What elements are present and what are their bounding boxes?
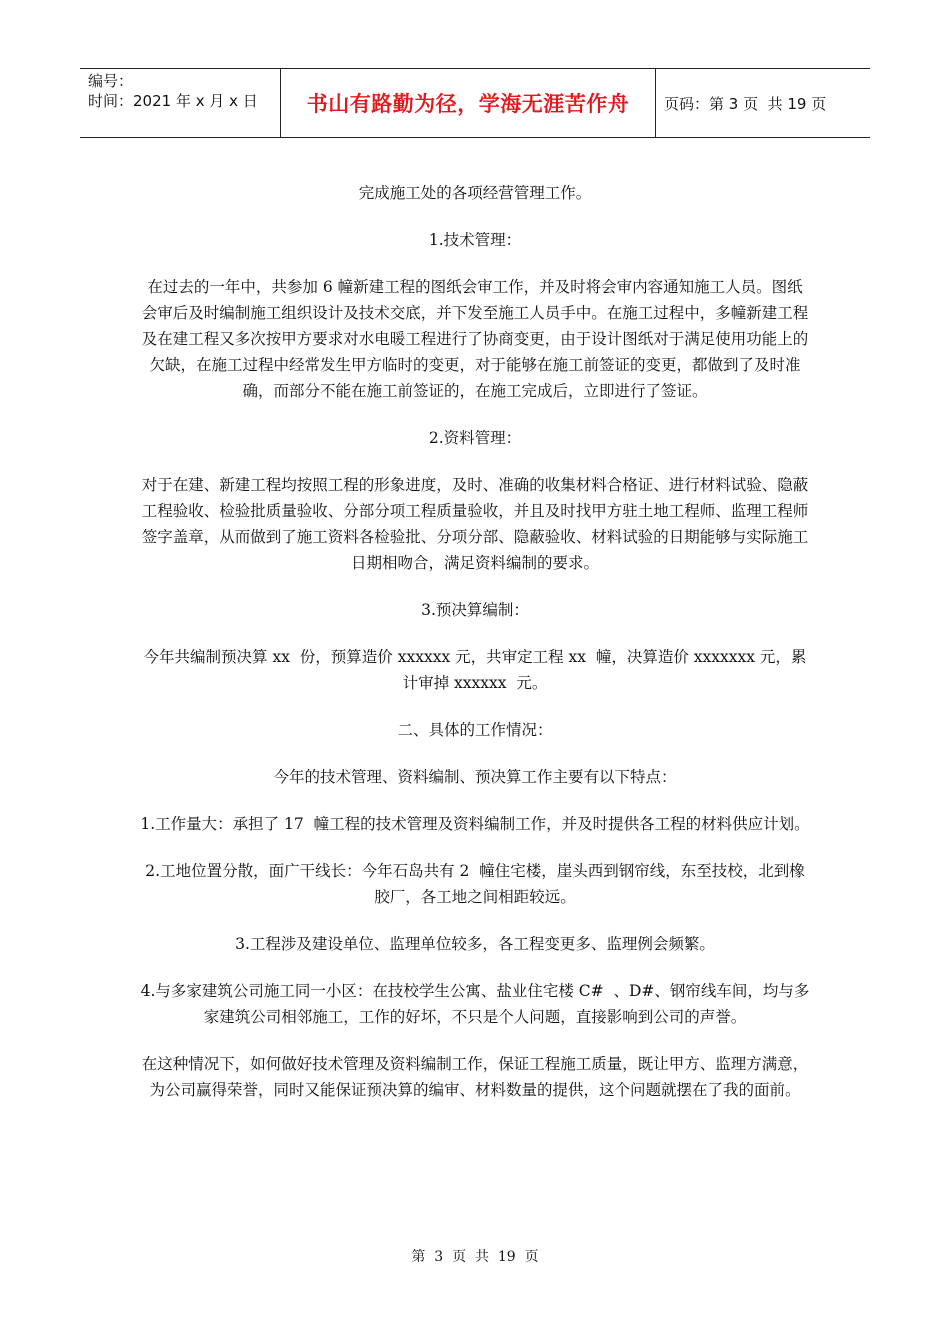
page-footer: 第 3 页 共 19 页 xyxy=(411,1249,539,1265)
section-heading: 二、具体的工作情况： xyxy=(397,721,553,739)
list-item: 2.工地位置分散，面广干线长：今年石岛共有 2 幢住宅楼，崖头西到钢帘线，东至技校，北到橡胶厂，各工地之间相距较远。 xyxy=(145,862,805,906)
list-item: 4.与多家建筑公司施工同一小区：在技校学生公寓、盐业住宅楼 C# 、D#、钢帘线车间，均与多家建筑公司相邻施工，工作的好坏，不只是个人问题，直接影响到公司的声誉。 xyxy=(140,982,810,1026)
section-heading: 3.预决算编制： xyxy=(421,601,529,619)
paragraph: 今年共编制预决算 xx 份，预算造价 xxxxxx 元，共审定工程 xx 幢，决算造价 xxxxxxx 元，累计审掉 xxxxxx 元。 xyxy=(143,648,807,692)
paragraph: 在过去的一年中，共参加 6 幢新建工程的图纸会审工作，并及时将会审内容通知施工人员。图纸会审后及时编制施工组织设计及技术交底，并下发至施工人员手中。在施工过程中，多幢新建工程及在建工程又多次按甲方要求对水电暖工程进行了协商变更，由于设计图纸对于满足使用功能上的欠缺，在施工过程中经常发生甲方临时的变更，对于能够在施工前签证的变更，都做到了及时准确，而部分不能在施工前签证的，在施工完成后，立即进行了签证。 xyxy=(141,278,809,400)
header-meta xyxy=(80,69,281,137)
paragraph: 在这种情况下，如何做好技术管理及资料编制工作，保证工程施工质量，既让甲方、监理方满意，为公司赢得荣誉，同时又能保证预决算的编审、材料数量的提供，这个问题就摆在了我的面前。 xyxy=(141,1055,809,1099)
paragraph: 对于在建、新建工程均按照工程的形象进度，及时、准确的收集材料合格证、进行材料试验、隐蔽工程验收、检验批质量验收、分部分项工程质量验收，并且及时找甲方驻土地工程师、监理工程师签字盖章，从而做到了施工资料各检验批、分项分部、隐蔽验收、材料试验的日期能够与实际施工日期相吻合，满足资料编制的要求。 xyxy=(141,476,809,572)
list-item: 3.工程涉及建设单位、监理单位较多，各工程变更多、监理例会频繁。 xyxy=(235,935,715,953)
section-heading: 2.资料管理： xyxy=(428,429,522,447)
page-header xyxy=(80,68,870,138)
paragraph: 今年的技术管理、资料编制、预决算工作主要有以下特点： xyxy=(273,768,677,786)
header-page-label: 页码：第 3 页 共 19 页 xyxy=(664,94,827,113)
document-date: 时间：2021 年 x 月 x 日 xyxy=(88,92,258,110)
document-number-label: 编号： xyxy=(88,72,134,90)
paragraph: 完成施工处的各项经营管理工作。 xyxy=(358,184,592,202)
document-body xyxy=(140,180,810,1124)
section-heading: 1.技术管理： xyxy=(428,231,522,249)
header-page-info xyxy=(656,69,870,137)
header-motto: 书山有路勤为径，学海无涯苦作舟 xyxy=(281,69,656,137)
list-item: 1.工作量大：承担了 17 幢工程的技术管理及资料编制工作，并及时提供各工程的材料供应计划。 xyxy=(140,815,810,833)
